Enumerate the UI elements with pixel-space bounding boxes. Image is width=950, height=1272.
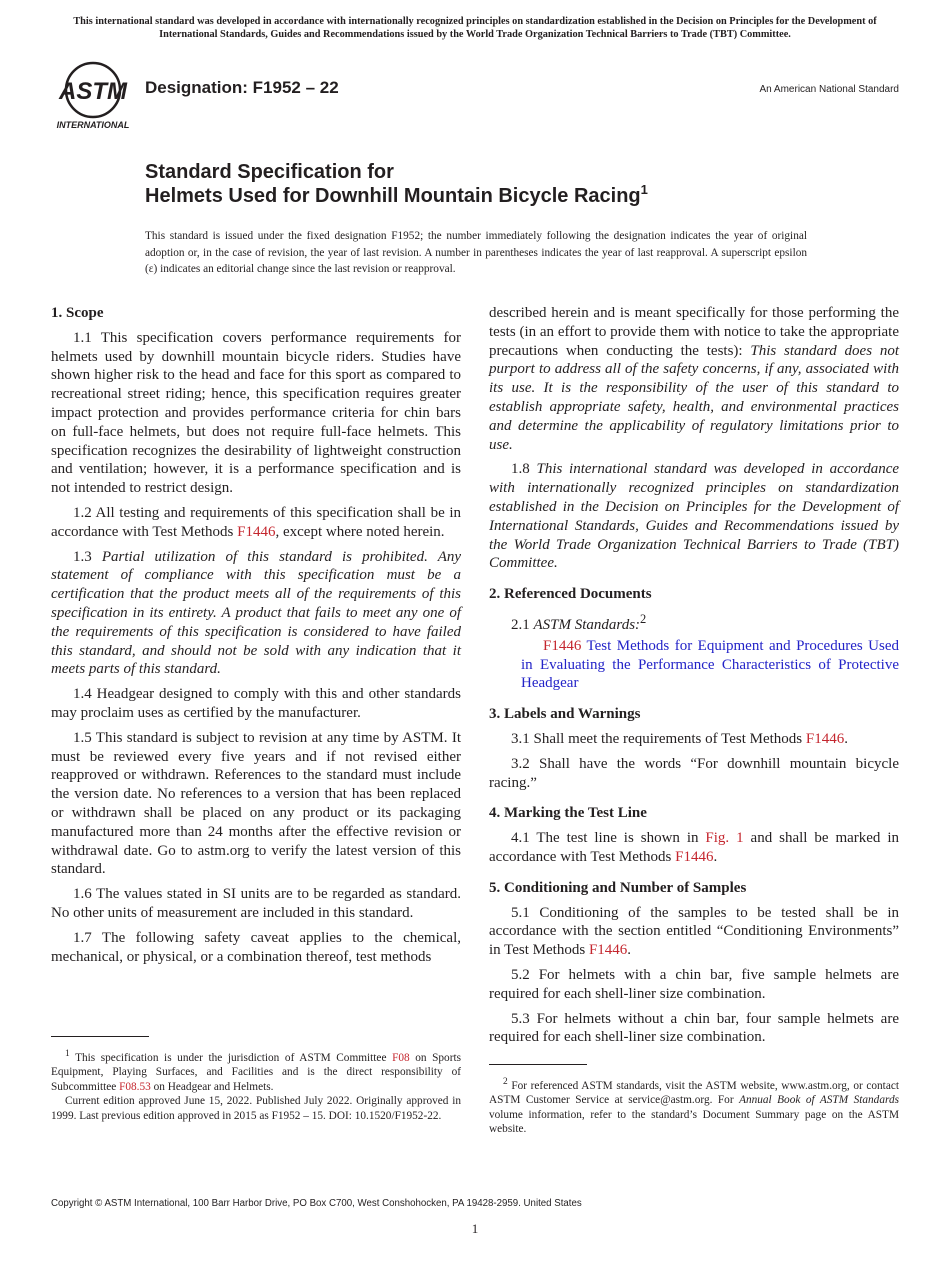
paragraph-1-1: 1.1 This specification covers performance requirements for helmets used by downhill mountain bicycle riders. Studies have shown higher risk to the head and face for this sport as compared to recreational street riding; hence, this specification requires greater impact protection and provides performance criteria for chin bars on full-face helmets, but does not require full-face helmets. This specification recognizes the desirability of lightweight construction and ventilation; however, it is a performance specification and is not intended to restrict design. — [51, 329, 461, 497]
paragraph-2-1: 2.1 ASTM Standards:$^2$ — [511, 611, 647, 633]
title-line-2: Helmets Used for Downhill Mountain Bicycle Racing$^1$ — [145, 182, 648, 207]
title-line-1: Standard Specification for — [145, 161, 394, 183]
paragraph-4-1: 4.1 The test line is shown in Fig. 1 and shall be marked in accordance with Test Methods F1446. — [489, 830, 900, 865]
page-number: 1 — [471, 1221, 479, 1236]
paragraph-5-1: 5.1 Conditioning of the samples to be tested shall be in accordance with the section entitled “Conditioning Environments” in Test Methods F1446. — [489, 904, 899, 959]
title-footnote-mark: 1 — [640, 182, 648, 197]
paragraph-1-6: 1.6 The values stated in SI units are to be regarded as standard. No other units of measurement are included in this standard. — [51, 886, 461, 921]
logo-text: ASTM — [59, 78, 127, 105]
section-heading-labels-warnings: 3. Labels and Warnings — [489, 706, 641, 723]
american-national-standard-label: An American National Standard — [759, 84, 899, 95]
paragraph-1-8: 1.8 This international standard was developed in accordance with internationally recognized principles on standardization established in the Decision on Principles for the Development of International Standards, Guides and Recommendations issued by the World Trade Organization Technical Barriers to Trade (TBT) Committee. — [489, 461, 900, 572]
issuance-note: This standard is issued under the fixed designation F1952; the number immediately following the designation indicates the year of original adoption or, in the case of revision, the year of last revision. A number in parentheses indicates the year of last reapproval. A superscript epsilon (ε) indicates an editorial change since the last revision or reapproval. — [145, 230, 807, 275]
f08-53-link[interactable]: F08.53 — [119, 1080, 151, 1093]
paragraph-1-3: 1.3 Partial utilization of this standard is prohibited. Any statement of compliance with this specification must be a certification that the product meets all of the requirements of this specification in its entirety. A product that fails to meet any one of the requirements of this specification is considered to have failed this standard, and should not be sold with any indication that it meets parts of this standard. — [51, 548, 462, 678]
paragraph-1-5: 1.5 This standard is subject to revision at any time by ASTM. It must be reviewed every five years and if not revised either reapproved or withdrawn. References to the standard must include the version date. No references to a version that has been replaced or withdrawn shall be placed on any product or its packaging manufactured more than 24 months after the effective revision or withdrawal date. Go to astm.org to verify the latest version of this standard. — [51, 729, 461, 878]
paragraph-5-2: 5.2 For helmets with a chin bar, five sample helmets are required for each shell-liner size combination. — [489, 966, 899, 1002]
astm-logo — [50, 58, 136, 132]
right-column — [489, 304, 899, 1053]
section-heading-scope: 1. Scope — [51, 305, 104, 321]
paragraph-1-2: 1.2 All testing and requirements of this specification shall be in accordance with Test Methods F1446, except where noted herein. — [51, 504, 461, 540]
footnote-1: $^1$ This specification is under the jurisdiction of ASTM Committee F08 on Sports Equipment, Playing Surfaces, and Facilities and is the direct responsibility of Subcommittee F08.53 on Headgear and Helmets. Current edition approved June 15, 2022. Published July 2022. Originally approved in 1999. Last previous edition approved in 2015 as F1952 – 15. DOI: 10.1520/F1952-22. — [51, 1049, 462, 1122]
footnote-rule — [489, 1064, 587, 1065]
copyright-line: Copyright © ASTM International, 100 Barr Harbor Drive, PO Box C700, West Conshohocken, PA 19428-2959. United States — [51, 1198, 582, 1209]
tbt-banner: This international standard was developed in accordance with internationally recognized principles on standardization established in the Decision on Principles for the Development of International Standards, Guides and Recommendations issued by the World Trade Organization Technical Barriers to Trade (TBT) Committee. — [73, 16, 877, 40]
document-title — [145, 160, 648, 208]
f1446-link[interactable]: F1446 — [588, 942, 628, 959]
f1446-link[interactable]: F1446 — [805, 730, 845, 747]
paragraph-1-7-continued: described herein and is meant specifically for those performing the tests (in an effort to provide them with notice to take the appropriate precautions when conducting the tests): This standard does not purport to address all of the safety concerns, if any, associated with its use. It is the responsibility of the user of this standard to establish appropriate safety, health, and environmental practices and determine the applicability of regulatory limitations prior to use. — [489, 305, 900, 453]
designation: Designation: F1952 – 22 — [145, 78, 339, 97]
footnote-rule — [51, 1036, 149, 1037]
left-column — [51, 304, 461, 972]
reference-f1446[interactable]: F1446 Test Methods for Equipment and Procedures Used in Evaluating the Performance Characteristics of Protective Headgear — [521, 637, 899, 692]
logo-subtext: INTERNATIONAL — [56, 120, 130, 130]
paragraph-3-2: 3.2 Shall have the words “For downhill mountain bicycle racing.” — [489, 755, 899, 791]
paragraph-3-1: 3.1 Shall meet the requirements of Test Methods F1446. — [511, 730, 848, 747]
f1446-link[interactable]: F1446 — [675, 848, 714, 865]
section-heading-referenced-documents: 2. Referenced Documents — [489, 586, 652, 603]
f1446-link[interactable]: F1446 — [237, 523, 276, 540]
reference-code[interactable]: F1446 — [543, 637, 582, 654]
footnote-2: $^2$ For referenced ASTM standards, visit the ASTM website, www.astm.org, or contact ASTM Customer Service at service@astm.org. For Annual Book of ASTM Standards volume information, refer to the standard’s Document Summary page on the ASTM website. — [489, 1077, 899, 1136]
f08-link[interactable]: F08 — [392, 1051, 410, 1064]
paragraph-1-7: 1.7 The following safety caveat applies to the chemical, mechanical, or physical, or a combination thereof, test methods — [51, 929, 461, 965]
fig-1-link[interactable]: Fig. 1 — [705, 830, 744, 847]
paragraph-5-3: 5.3 For helmets without a chin bar, four sample helmets are required for each shell-liner size combination. — [489, 1010, 899, 1046]
section-heading-conditioning: 5. Conditioning and Number of Samples — [489, 879, 747, 896]
paragraph-1-4: 1.4 Headgear designed to comply with this and other standards may proclaim uses as certified by the manufacturer. — [51, 686, 461, 721]
footnote-area-left — [51, 1036, 461, 1123]
section-heading-marking-test-line: 4. Marking the Test Line — [489, 805, 647, 822]
footnote-area-right — [489, 1064, 899, 1137]
